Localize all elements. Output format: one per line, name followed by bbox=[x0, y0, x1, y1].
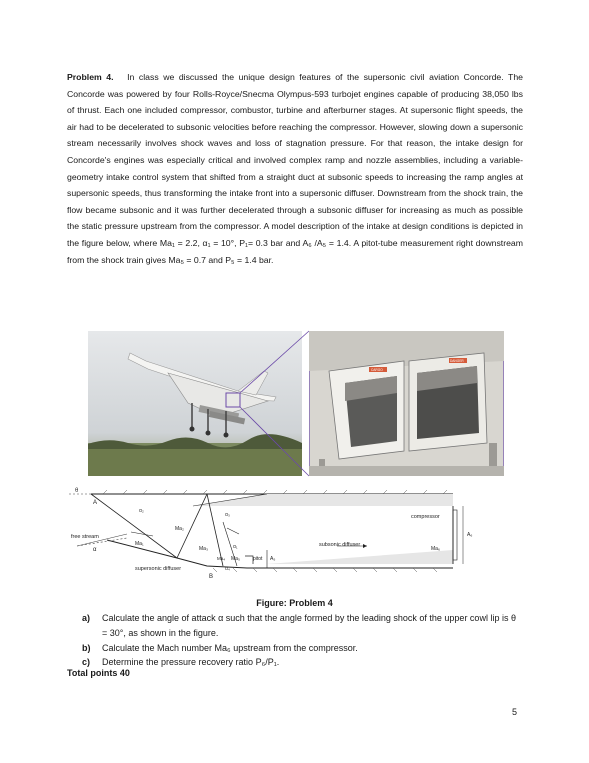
label-A5: A₅ bbox=[270, 556, 276, 562]
label-Ma6: Ma₆ bbox=[431, 546, 440, 552]
intake-diagram bbox=[67, 478, 523, 588]
label-supersonic-diffuser: supersonic diffuser bbox=[135, 566, 182, 572]
label-theta: θ bbox=[75, 488, 79, 494]
page-number: 5 bbox=[512, 707, 518, 717]
label-B: B bbox=[209, 574, 214, 580]
label-Ma2: Ma₂ bbox=[175, 526, 184, 532]
figure-caption: Figure: Problem 4 bbox=[256, 598, 333, 608]
label-danger: DANGER bbox=[450, 359, 464, 363]
label-alpha4: α₄ bbox=[225, 566, 230, 572]
question-b bbox=[67, 641, 523, 656]
question-b-label: b) bbox=[82, 642, 91, 653]
question-list bbox=[67, 611, 523, 670]
label-cargo: CARGO bbox=[371, 368, 383, 372]
label-subsonic-diffuser: subsonic diffuser bbox=[319, 542, 361, 548]
label-Ma5: Ma₅ bbox=[231, 556, 240, 562]
label-compressor: compressor bbox=[411, 514, 440, 520]
label-alpha1: α₁ bbox=[233, 544, 238, 550]
question-b-text: Calculate the Mach number Ma₆ upstream from the compressor. bbox=[102, 642, 358, 653]
label-alpha3: α₃ bbox=[225, 512, 230, 518]
label-A: A bbox=[93, 500, 98, 506]
problem-body: In class we discussed the unique design features of the supersonic civil aviation Concorde. The Concorde was powered by four Rolls-Royce/Snecma Olympus-593 turbojet engines capable of producing 38,050 lbs of thrust. Each one included compressor, combustor, turbine and afterburner stages. At supersonic flight speeds, the air had to be decelerated to subsonic velocities before reaching the compressor. However, slowing down a supersonic stream necessarily involves shock waves and loss of stagnation pressure. For that reason, the intake design for Concorde's engines was especially critical and involved complex ramp and nozzle assemblies, including a variable-geometry intake control system that shifted from a straight duct at subsonic speeds to increasing the ramp angles at supersonic speeds, thus transforming the intake front into a supersonic diffuser. Downstream from the shock train, the flow became subsonic and it was further decelerated through a subsonic diffuser for increasing as much as possible the static pressure upstream from the compressor. A model description of the intake at design conditions is depicted in the figure below, where Ma₁ = 2.2, α₁ = 10°, P₁= 0.3 bar and A₆ /A₅ = 1.4. A pitot-tube measurement right downstream from the shock train gives Ma₅ = 0.7 and P₅ = 1.4 bar. bbox=[67, 72, 524, 265]
label-Ma4: Ma₄ bbox=[217, 556, 226, 561]
label-free-stream: free stream bbox=[71, 534, 99, 540]
question-a-label: a) bbox=[82, 613, 91, 623]
question-c-label: c) bbox=[82, 657, 91, 668]
label-alpha: α bbox=[93, 547, 97, 553]
label-pitot: pitot bbox=[253, 556, 263, 562]
label-A6: A₆ bbox=[467, 532, 473, 538]
question-a bbox=[67, 611, 523, 641]
label-alpha2: α₂ bbox=[139, 508, 144, 514]
problem-heading: Problem 4. bbox=[67, 72, 114, 82]
label-Ma3: Ma₃ bbox=[199, 546, 208, 552]
total-points: Total points 40 bbox=[67, 668, 130, 678]
intake-photo bbox=[309, 331, 504, 476]
intake-illustration bbox=[309, 331, 504, 476]
question-a-text: Calculate the angle of attack α such that the angle formed by the leading shock of the upper cowl lip is θ = 30°, as shown in the figure. bbox=[102, 613, 516, 638]
label-Ma1: Ma₁ bbox=[135, 541, 144, 547]
question-c bbox=[67, 655, 523, 670]
intake-schematic bbox=[67, 478, 523, 588]
question-c-text: Determine the pressure recovery ratio P₆/P₁. bbox=[102, 657, 280, 668]
